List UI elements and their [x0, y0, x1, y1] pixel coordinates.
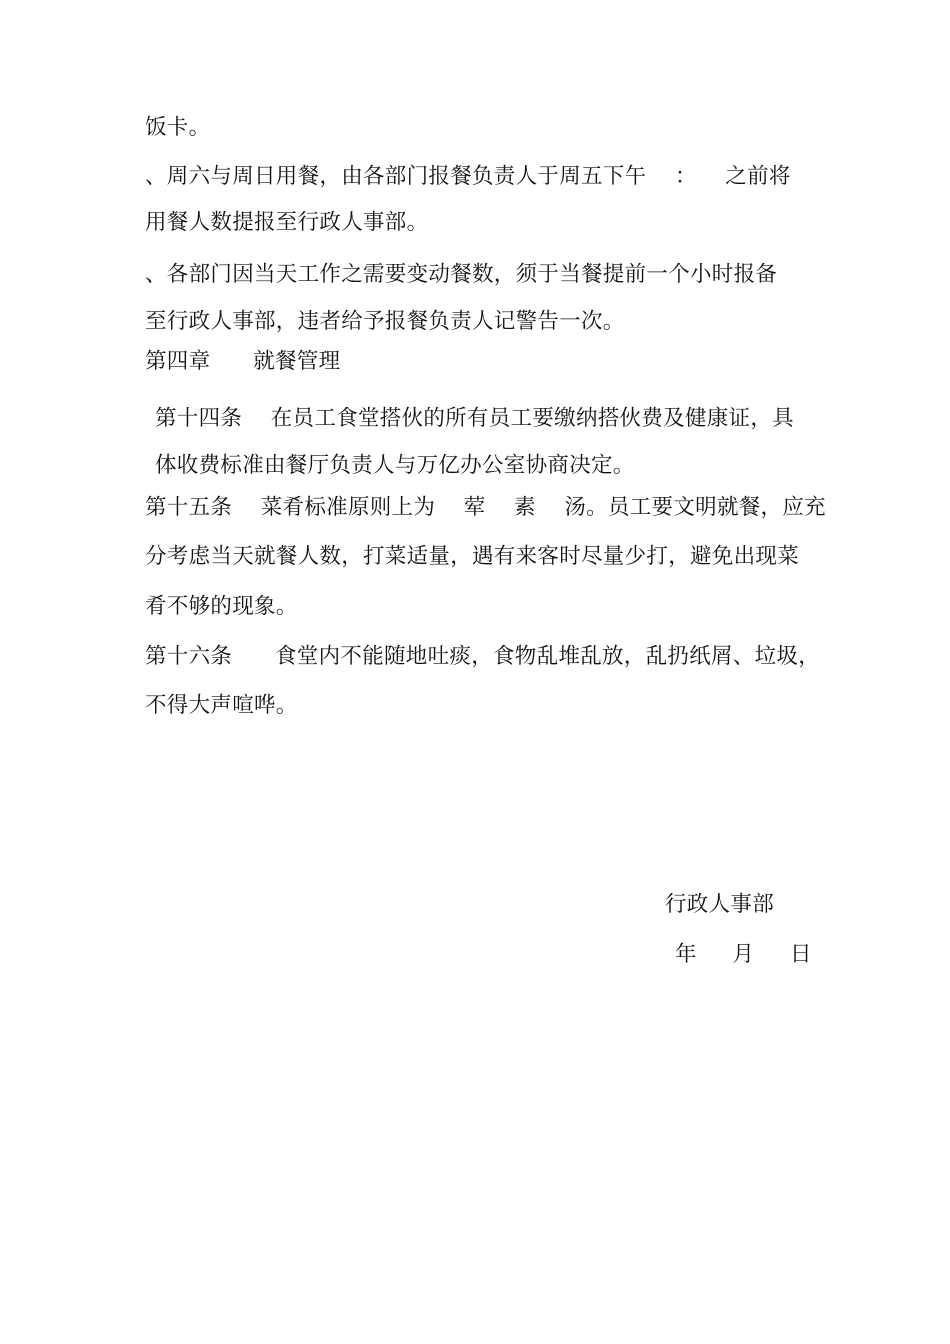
signature-department: 行政人事部 [665, 892, 775, 917]
text-line-12: 第十六条 食堂内不能随地吐痰，食物乱堆乱放，乱扔纸屑、垃圾， [145, 644, 821, 669]
text-line-1: 饭卡。 [145, 115, 211, 140]
signature-date: 年 月 日 [675, 942, 812, 967]
text-line-10: 分考虑当天就餐人数，打菜适量，遇有来客时尽量少打，避免出现菜 [145, 544, 800, 569]
text-line-3: 用餐人数提报至行政人事部。 [145, 210, 429, 235]
text-line-7: 第十四条 在员工食堂搭伙的所有员工要缴纳搭伙费及健康证，具 [155, 406, 794, 431]
text-line-9: 第十五条 菜肴标准原则上为 荤 素 汤。员工要文明就餐，应充 [145, 495, 826, 520]
text-line-13: 不得大声喧哗。 [145, 693, 298, 718]
text-line-4: 、各部门因当天工作之需要变动餐数，须于当餐提前一个小时报备 [145, 262, 778, 287]
chapter-heading: 第四章 就餐管理 [145, 349, 341, 374]
text-line-11: 肴不够的现象。 [145, 594, 298, 619]
text-line-5: 至行政人事部，违者给予报餐负责人记警告一次。 [145, 309, 625, 334]
text-line-8: 体收费标准由餐厅负责人与万亿办公室协商决定。 [155, 453, 635, 478]
text-line-2: 、周六与周日用餐，由各部门报餐负责人于周五下午 ： 之前将 [145, 164, 791, 189]
